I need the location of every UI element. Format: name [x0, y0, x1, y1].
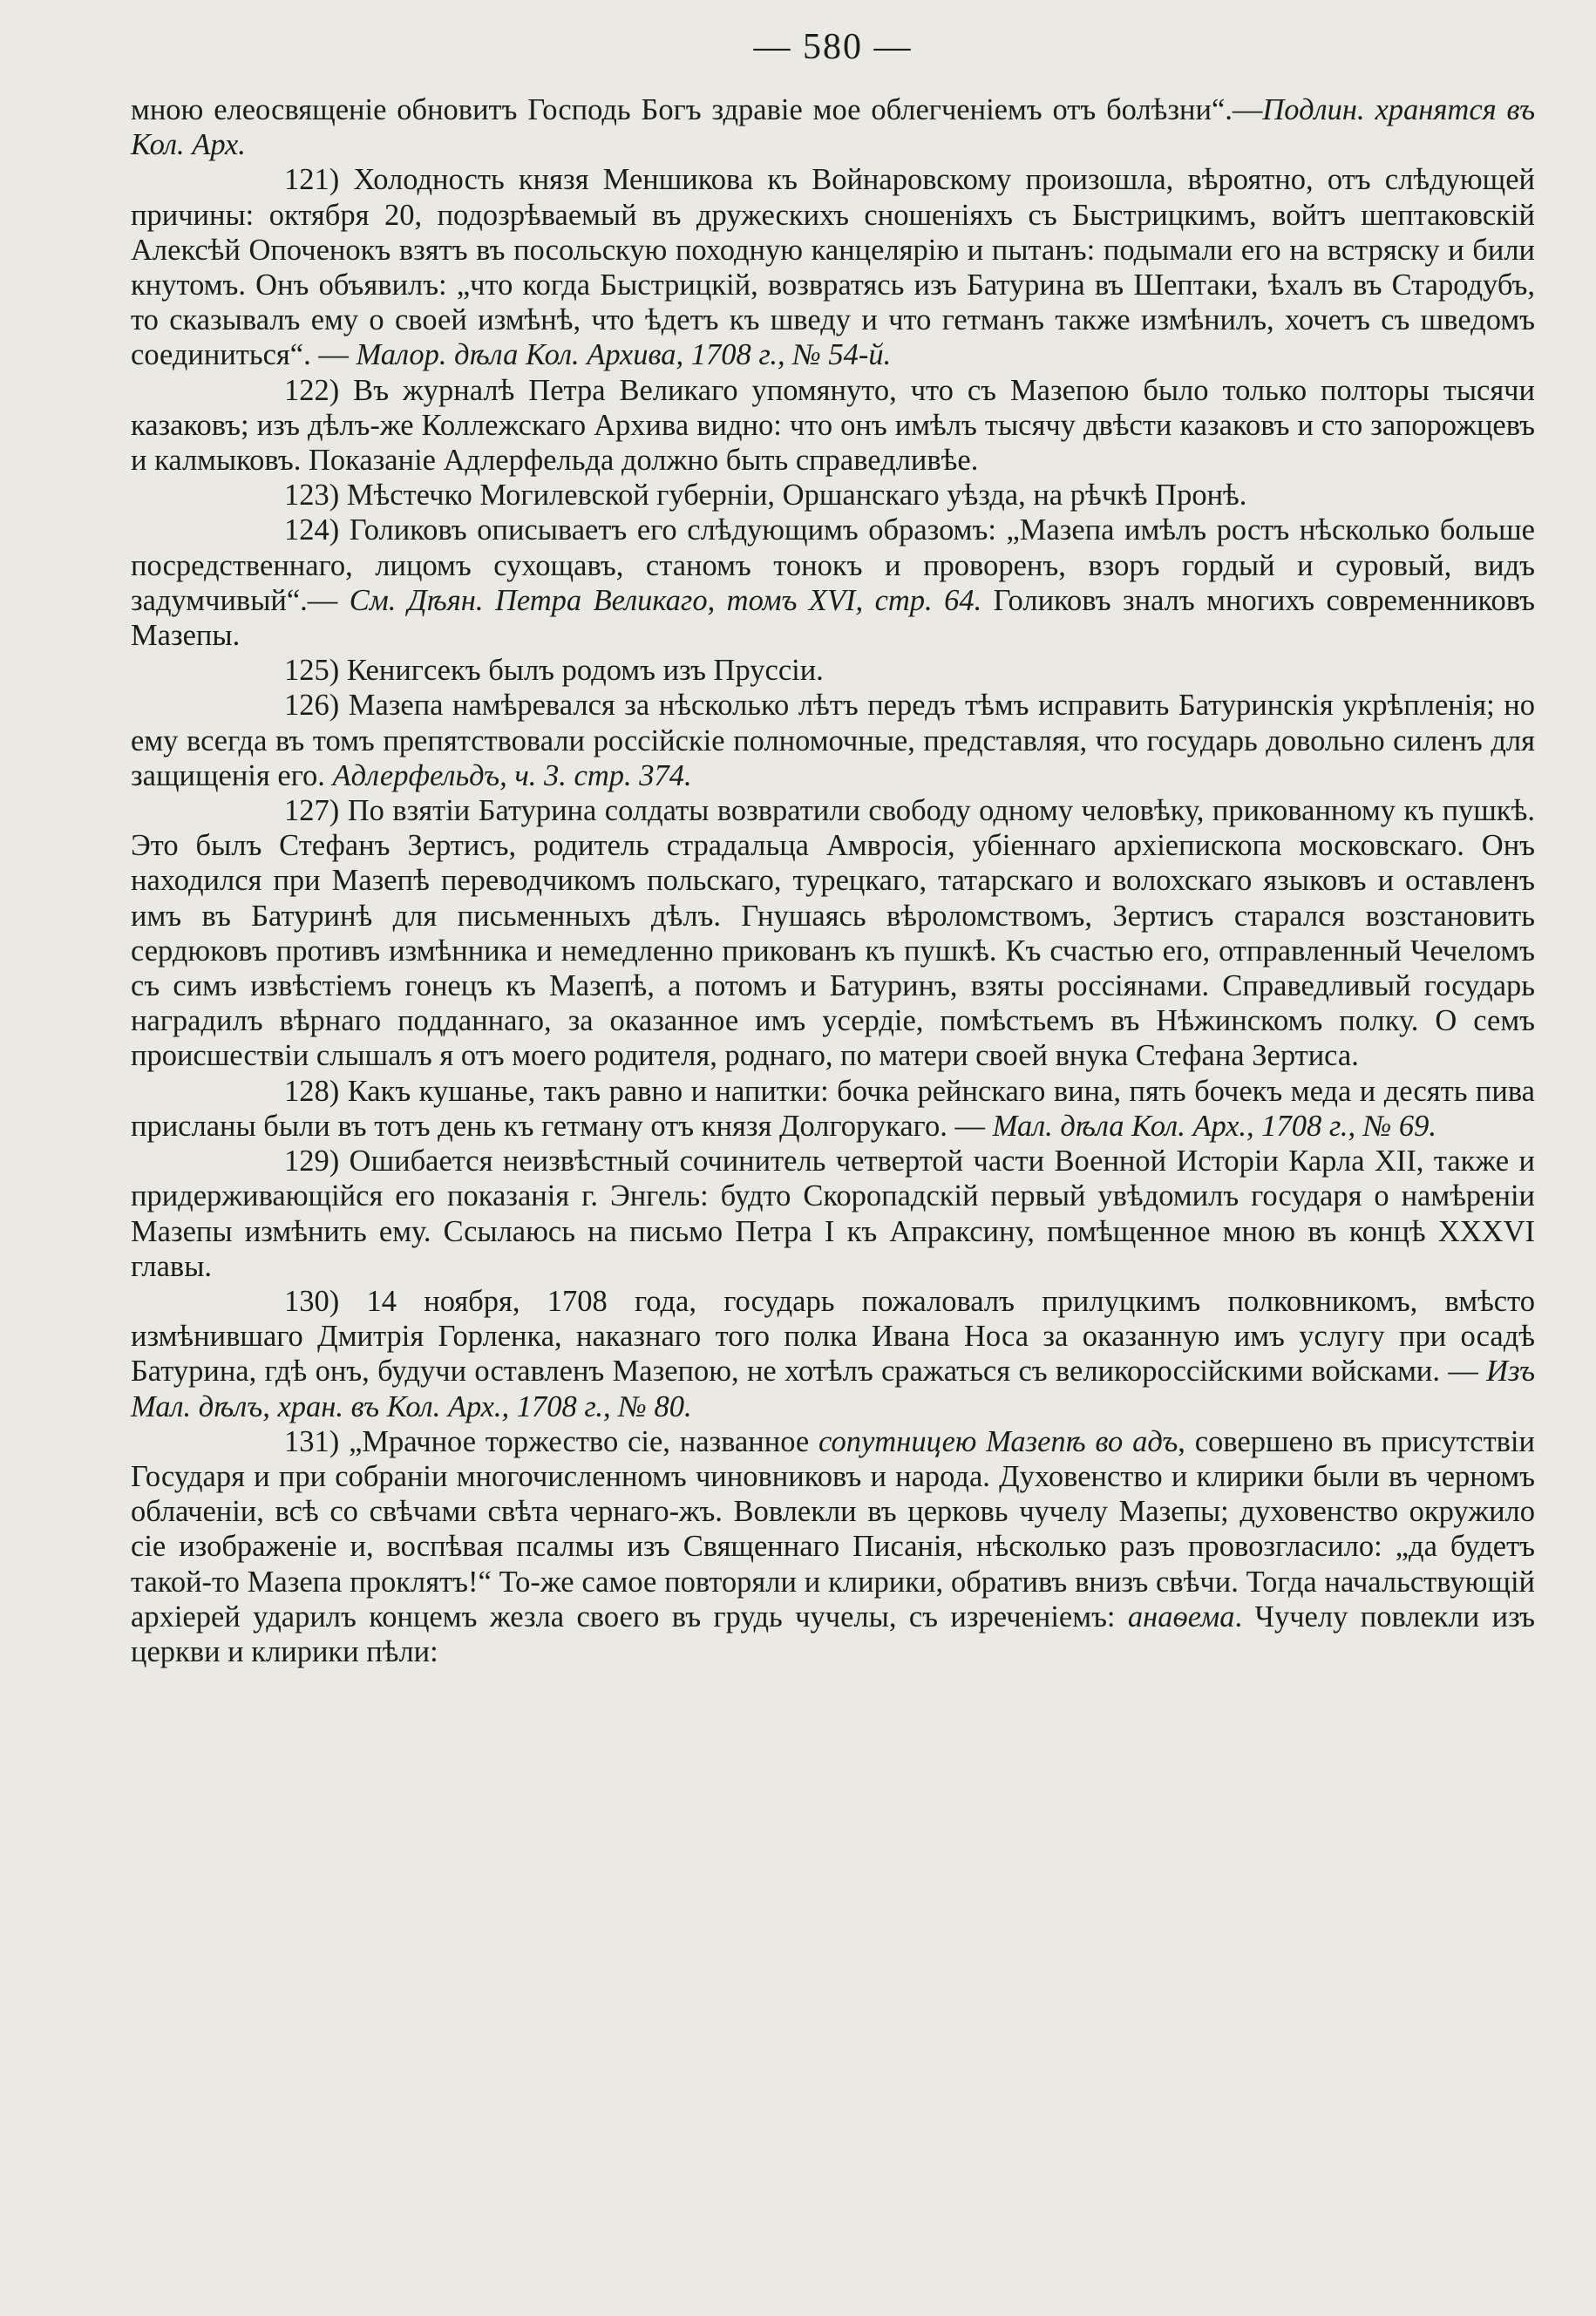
text-run: 129) Ошибается неизвѣстный сочинитель четвертой части Военной Исторіи Карла XII, также и придерживающійся его показанія г. Энгель: будто Скоропадскій первый увѣдомилъ государя о намѣреніи Мазепы измѣнить ему. Ссылаюсь на письмо Петра I къ Апраксину, помѣщенное мною въ концѣ XXXVI главы.: [131, 1144, 1535, 1283]
footnote-paragraph: [131, 793, 1535, 1074]
citation-italic: анаѳема: [1127, 1599, 1235, 1633]
text-run: 125) Кенигсекъ былъ родомъ изъ Пруссіи.: [284, 654, 824, 688]
footnote-paragraph: [131, 688, 1535, 793]
citation-italic: См. Дѣян. Петра Великаго, томъ XVI, стр. 64.: [349, 583, 982, 617]
text-run: , совершено въ присутствіи Государя и при собраніи многочисленномъ чиновниковъ и народа. Духовенство и клирики были въ черномъ облаченіи, всѣ со свѣчами свѣта чернаго-жъ. Вовлекли въ церковь чучелу Мазепы; духовенство окружило сіе изображеніе и, воспѣвая псалмы изъ Священнаго Писанія, нѣсколько разъ провозгласило: „да будетъ такой-то Мазепа проклятъ!“ То-же самое повторяли и клирики, обративъ внизъ свѣчи. Тогда начальствующій архіерей ударилъ концемъ жезла своего въ грудь чучелы, съ изреченіемъ:: [131, 1424, 1535, 1633]
footnote-paragraph: [131, 1144, 1535, 1284]
footnote-paragraph: [131, 1284, 1535, 1424]
text-run: 122) Въ журналѣ Петра Великаго упомянуто, что съ Мазепою было только полторы тысячи казаковъ; изъ дѣлъ-же Коллежскаго Архива видно: что онъ имѣлъ тысячу двѣсти казаковъ и сто запорожцевъ и калмыковъ. Показаніе Адлерфельда должно быть справедливѣе.: [131, 373, 1535, 478]
text-run: 128) Какъ кушанье, такъ равно и напитки: бочка рейнскаго вина, пять бочекъ меда и десять пива присланы были въ тотъ день къ гетману отъ князя Долгорукаго. —: [131, 1074, 1535, 1143]
footnotes-text: [131, 92, 1535, 1669]
citation-italic: Изъ Мал. дѣлъ, хран. въ Кол. Арх., 1708 г., № 80.: [131, 1355, 1535, 1423]
text-run: 121) Холодность князя Меншикова къ Войнаровскому произошла, вѣроятно, отъ слѣдующей причины: октября 20, подозрѣваемый въ дружескихъ сношеніяхъ съ Быстрицкимъ, войтъ шептаковскій Алексѣй Опоченокъ взятъ въ посольскую походную канцелярію и пытанъ: подымали его на встряску и били кнутомъ. Онъ объявилъ: „что когда Быстрицкій, возвратясь изъ Батурина въ Шептаки, ѣхалъ въ Стародубъ, то сказывалъ ему о своей измѣнѣ, что ѣдетъ къ шведу и что гетманъ также измѣнилъ, хочетъ съ шведомъ соединиться“. —: [131, 163, 1535, 372]
text-run: 124) Голиковъ описываетъ его слѣдующимъ образомъ: „Мазепа имѣлъ ростъ нѣсколько больше посредственнаго, лицомъ сухощавъ, станомъ тонокъ и проворенъ, взоръ гордый и суровый, видъ задумчивый“.—: [131, 513, 1535, 617]
text-run: 127) По взятіи Батурина солдаты возвратили свободу одному человѣку, прикованному къ пушкѣ. Это былъ Стефанъ Зертисъ, родитель страдальца Амвросія, убіеннаго архіепископа московскаго. Онъ находился при Мазепѣ переводчикомъ польскаго, турецкаго, татарскаго и волохскаго языковъ и оставленъ имъ въ Батуринѣ для письменныхъ дѣлъ. Гнушаясь вѣроломствомъ, Зертисъ старался возстановить сердюковъ противъ измѣнника и немедленно прикованъ къ пушкѣ. Къ счастью его, отправленный Чечеломъ съ симъ извѣстіемъ гонецъ къ Мазепѣ, а потомъ и Батуринъ, взяты россіянами. Справедливый государь наградилъ вѣрнаго подданнаго, за оказанное имъ усердіе, помѣстьемъ въ Нѣжинскомъ полку. О семъ происшествіи слышалъ я отъ моего родителя, роднаго, по матери своей внука Стефана Зертиса.: [131, 794, 1535, 1073]
text-run: Голиковъ зналъ многихъ современниковъ Мазепы.: [131, 583, 1535, 653]
footnote-paragraph: [131, 1074, 1535, 1144]
text-run: 131) „Мрачное торжество сіе, названное: [284, 1424, 819, 1458]
footnote-paragraph: [131, 478, 1535, 513]
text-run: 126) Мазепа намѣревался за нѣсколько лѣтъ передъ тѣмъ исправить Батуринскія укрѣпленія; но ему всегда въ томъ препятствовали россійскіе полномочные, представляя, что государь довольно силенъ для защищенія его.: [131, 689, 1535, 792]
citation-italic: Подлин. хранятся въ Кол. Арх.: [131, 93, 1535, 162]
footnote-paragraph: [131, 373, 1535, 479]
citation-italic: Адлерфельдъ, ч. 3. стр. 374.: [332, 758, 692, 792]
page-number: — 580 —: [753, 27, 913, 67]
citation-italic: сопутницею Мазепѣ во адъ: [818, 1424, 1178, 1458]
footnote-paragraph: [131, 1424, 1535, 1669]
text-run: . Чучелу повлекли изъ церкви и клирики пѣли:: [131, 1599, 1535, 1668]
continuation-paragraph: [131, 92, 1535, 162]
footnote-paragraph: [131, 653, 1535, 688]
text-run: 123) Мѣстечко Могилевской губерніи, Оршанскаго уѣзда, на рѣчкѣ Пронѣ.: [284, 479, 1247, 513]
citation-italic: Мал. дѣла Кол. Арх., 1708 г., № 69.: [992, 1109, 1437, 1143]
text-run: 130) 14 ноября, 1708 года, государь пожаловалъ прилуцкимъ полковникомъ, вмѣсто измѣнившаго Дмитрія Горленка, наказнаго того полка Ивана Носа за оказанную имъ услугу при осадѣ Батурина, гдѣ онъ, будучи оставленъ Мазепою, не хотѣлъ сражаться съ великороссійскими войсками. —: [131, 1284, 1535, 1389]
citation-italic: Малор. дѣла Кол. Архива, 1708 г., № 54-й.: [356, 338, 892, 372]
footnote-paragraph: [131, 513, 1535, 653]
text-run: мною елеосвященіе обновитъ Господь Богъ здравіе мое облегченіемъ отъ болѣзни“.—: [131, 93, 1263, 126]
footnote-paragraph: [131, 162, 1535, 372]
